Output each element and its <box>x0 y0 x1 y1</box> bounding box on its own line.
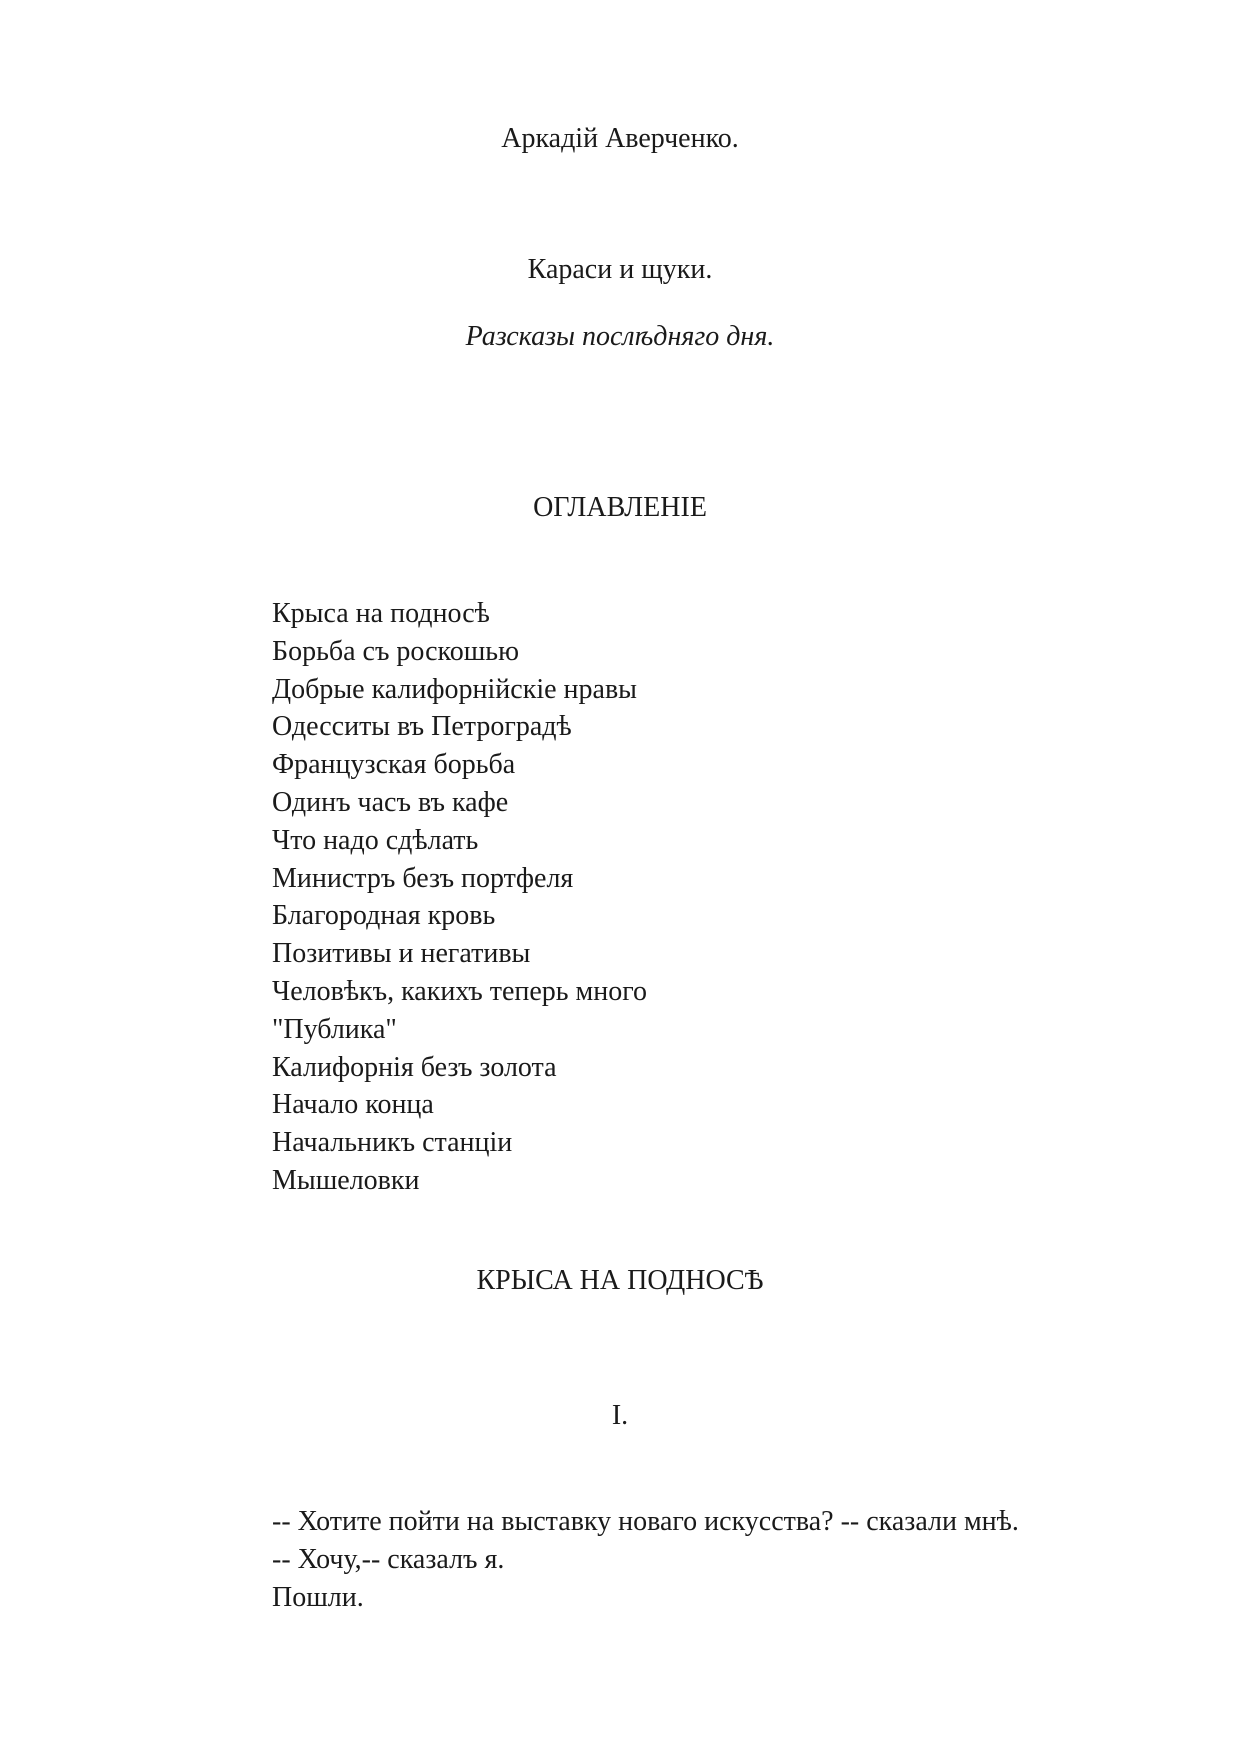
toc-item: Позитивы и негативы <box>272 938 531 970</box>
toc-item: Французская борьба <box>272 749 516 781</box>
toc-item: Министръ безъ портфеля <box>272 862 574 894</box>
table-of-contents <box>272 595 647 1200</box>
toc-item: Мышеловки <box>272 1164 420 1196</box>
chapter-title: КРЫСА НА ПОДНОСѢ <box>476 1265 764 1296</box>
toc-heading: ОГЛАВЛЕНІЕ <box>533 492 707 523</box>
book-title: Караси и щуки. <box>527 254 713 285</box>
toc-item: Калифорнія безъ золота <box>272 1051 557 1083</box>
toc-item: Начало конца <box>272 1089 434 1121</box>
toc-item: Благородная кровь <box>272 900 496 932</box>
toc-item: Крыса на подносѣ <box>272 598 490 629</box>
toc-item: Добрые калифорнійскіе нравы <box>272 673 637 705</box>
chapter-body <box>272 1503 1019 1617</box>
toc-item: Человѣкъ, какихъ теперь много <box>272 975 648 1007</box>
toc-item: Одинъ часъ въ кафе <box>272 786 509 818</box>
toc-item: Одесситы въ Петроградѣ <box>272 711 572 743</box>
book-subtitle: Разсказы послѣдняго дня. <box>465 321 775 352</box>
toc-item: Борьба съ роскошью <box>272 635 519 667</box>
paragraph: Пошли. <box>272 1582 364 1613</box>
toc-item: "Публика" <box>272 1013 397 1045</box>
paragraph: -- Хочу,-- сказалъ я. <box>272 1544 505 1575</box>
toc-item: Начальникъ станціи <box>272 1127 513 1159</box>
paragraph: -- Хотите пойти на выставку новаго искусства? -- сказали мнѣ. <box>272 1506 1019 1537</box>
author-name: Аркадій Аверченко. <box>501 123 739 154</box>
chapter-number: I. <box>611 1400 629 1431</box>
toc-item: Что надо сдѣлать <box>272 824 479 856</box>
